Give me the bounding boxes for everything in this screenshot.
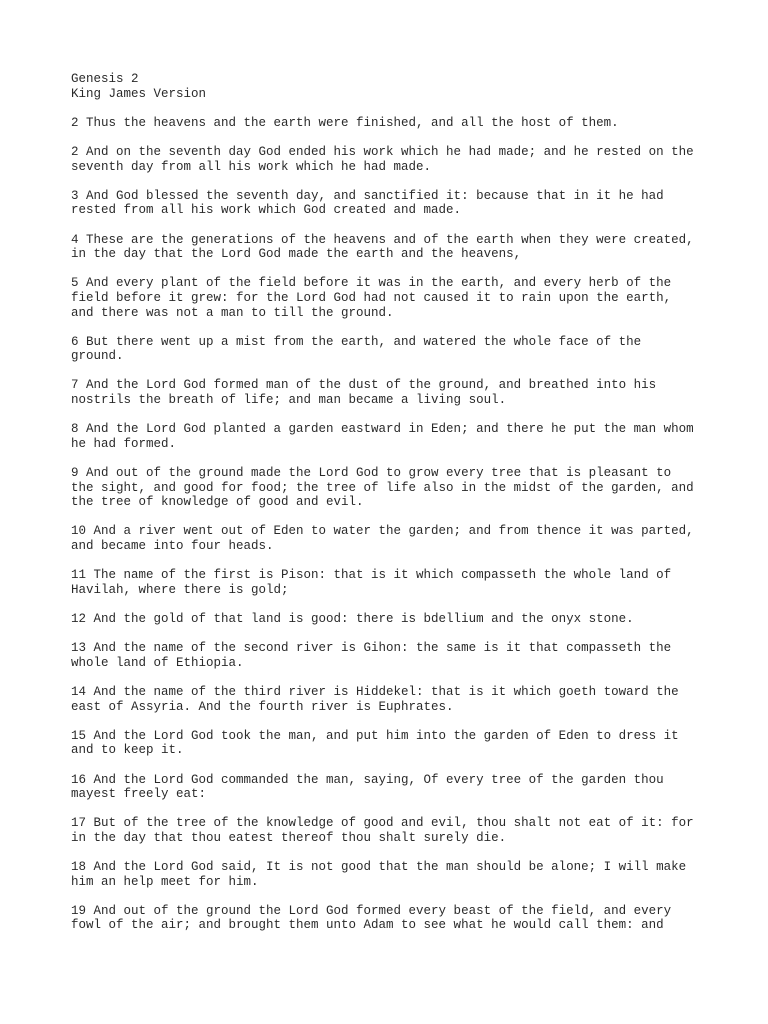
verse-paragraph: 2 Thus the heavens and the earth were finished, and all the host of them. [71,115,619,130]
verse-paragraph: 10 And a river went out of Eden to water the garden; and from thence it was parted, and became into four heads. [71,524,694,553]
verse-paragraph: 7 And the Lord God formed man of the dust of the ground, and breathed into his nostrils the breath of life; and man became a living soul. [71,378,657,408]
verse-paragraph: 3 And God blessed the seventh day, and sanctified it: because that in it he had rested from all his work which God created and made. [71,188,664,218]
document-page [71,72,711,948]
verse-paragraph: 11 The name of the first is Pison: that is it which compasseth the whole land of Havilah, where there is gold; [71,568,672,597]
verse-paragraph: 12 And the gold of that land is good: there is bdellium and the onyx stone. [71,611,634,626]
verse-paragraph: 18 And the Lord God said, It is not good that the man should be alone; I will make him an help meet for him. [71,860,687,889]
verse-paragraph: 2 And on the seventh day God ended his work which he had made; and he rested on the seventh day from all his work which he had made. [71,144,694,174]
verse-paragraph: 13 And the name of the second river is Gihon: the same is it that compasseth the whole land of Ethiopia. [71,641,672,670]
verse-paragraph: 16 And the Lord God commanded the man, saying, Of every tree of the garden thou mayest freely eat: [71,772,664,802]
verse-paragraph: 5 And every plant of the field before it was in the earth, and every herb of the field before it grew: for the Lord God had not caused it to rain upon the earth, and there was not a man to till the ground. [71,276,672,320]
verse-paragraph: 8 And the Lord God planted a garden eastward in Eden; and there he put the man whom he had formed. [71,422,694,451]
verse-paragraph: 14 And the name of the third river is Hiddekel: that is it which goeth toward the east of Assyria. And the fourth river is Euphrates. [71,684,679,714]
verse-paragraph: 4 These are the generations of the heavens and of the earth when they were created, in the day that the Lord God made the earth and the heavens, [71,232,694,262]
verse-paragraph: 15 And the Lord God took the man, and put him into the garden of Eden to dress it and to keep it. [71,728,679,758]
document-header [71,72,711,101]
verse-paragraph: 6 But there went up a mist from the earth, and watered the whole face of the ground. [71,334,642,364]
verse-paragraph: 19 And out of the ground the Lord God formed every beast of the field, and every fowl of the air; and brought them unto Adam to see what he would call them: and [71,903,672,933]
verse-paragraph: 9 And out of the ground made the Lord God to grow every tree that is pleasant to the sight, and good for food; the tree of life also in the midst of the garden, and the tree of knowledge of good and evil. [71,466,694,510]
verse-paragraph: 17 But of the tree of the knowledge of good and evil, thou shalt not eat of it: for in the day that thou eatest thereof thou shalt surely die. [71,816,694,845]
document-title: Genesis 2 [71,72,139,86]
document-version: King James Version [71,86,207,101]
